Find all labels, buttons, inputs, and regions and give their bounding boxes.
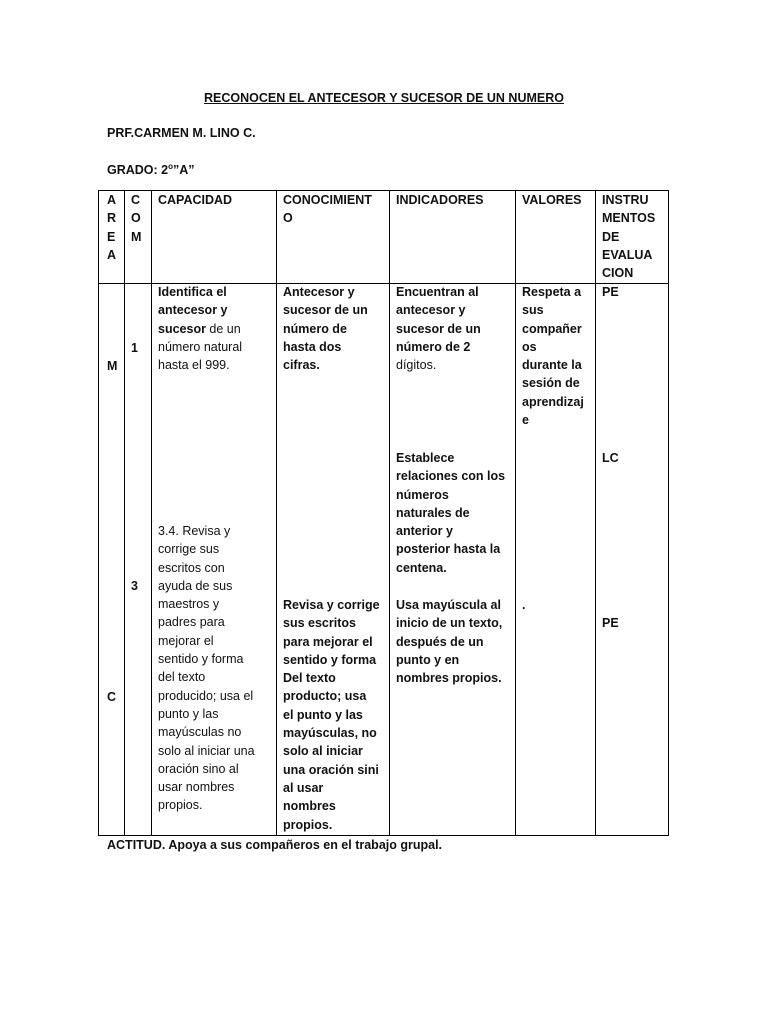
teacher-name: PRF.CARMEN M. LINO C. (107, 126, 256, 140)
instrumento-pe-1: PE (602, 285, 619, 299)
grade-line (107, 158, 195, 179)
grade-label: GRADO: 2 (107, 163, 169, 177)
indicador-block-3: Usa mayúscula al inicio de un texto, después de un punto y en nombres propios. (396, 598, 503, 686)
table-divider (151, 190, 152, 836)
header-indicadores: INDICADORES (396, 193, 484, 207)
grade-section: ”A” (173, 163, 195, 177)
table-divider (124, 190, 125, 836)
area-c: C (107, 690, 117, 704)
document-title: RECONOCEN EL ANTECESOR Y SUCESOR DE UN NUMERO (203, 91, 564, 105)
actitud-line: ACTITUD. Apoya a sus compañeros en el trabajo grupal. (107, 838, 443, 852)
header-area: A R E A (107, 193, 117, 262)
table-divider (276, 190, 277, 836)
com-number-1: 1 (131, 341, 138, 355)
header-capacidad: CAPACIDAD (158, 193, 233, 207)
header-valores: VALORES (522, 193, 582, 207)
instrumento-lc: LC (602, 451, 619, 465)
capacidad-block-1: Identifica el antecesor y sucesor de un número natural hasta el 999. (158, 285, 243, 373)
valores-dot: . (522, 598, 526, 612)
area-m: M (107, 359, 118, 373)
header-conocimiento: CONOCIMIENT O (283, 193, 372, 226)
com-number-3: 3 (131, 579, 138, 593)
instrumento-pe-2: PE (602, 616, 619, 630)
indicador-block-2: Establece relaciones con los números naturales de anterior y posterior hasta la centena. (396, 451, 506, 575)
table-divider (595, 190, 596, 836)
conocimiento-block-2: Revisa y corrige sus escritos para mejorar el sentido y forma Del texto producto; usa el punto y las mayúsculas, no solo al iniciar una oración sini al usar nombres propios. (283, 598, 380, 832)
grade-superscript: o (168, 162, 174, 171)
table-divider (389, 190, 390, 836)
table-divider (515, 190, 516, 836)
header-com: C O M (131, 193, 142, 244)
header-instrumentos: INSTRU MENTOS DE EVALUA CION (602, 193, 656, 281)
indicador-block-1: Encuentran al antecesor y sucesor de un número de 2 dígitos. (396, 285, 481, 373)
conocimiento-block-1: Antecesor y sucesor de un número de hasta dos cifras. (283, 285, 368, 373)
valores-block: Respeta a sus compañer os durante la sesión de aprendizaj e (522, 285, 584, 428)
capacidad-block-2: 3.4. Revisa y corrige sus escritos con ayuda de sus maestros y padres para mejorar el sentido y forma del texto producido; usa el punto y las mayúsculas no solo al iniciar una oración sino al usar nombres propios. (158, 524, 255, 813)
